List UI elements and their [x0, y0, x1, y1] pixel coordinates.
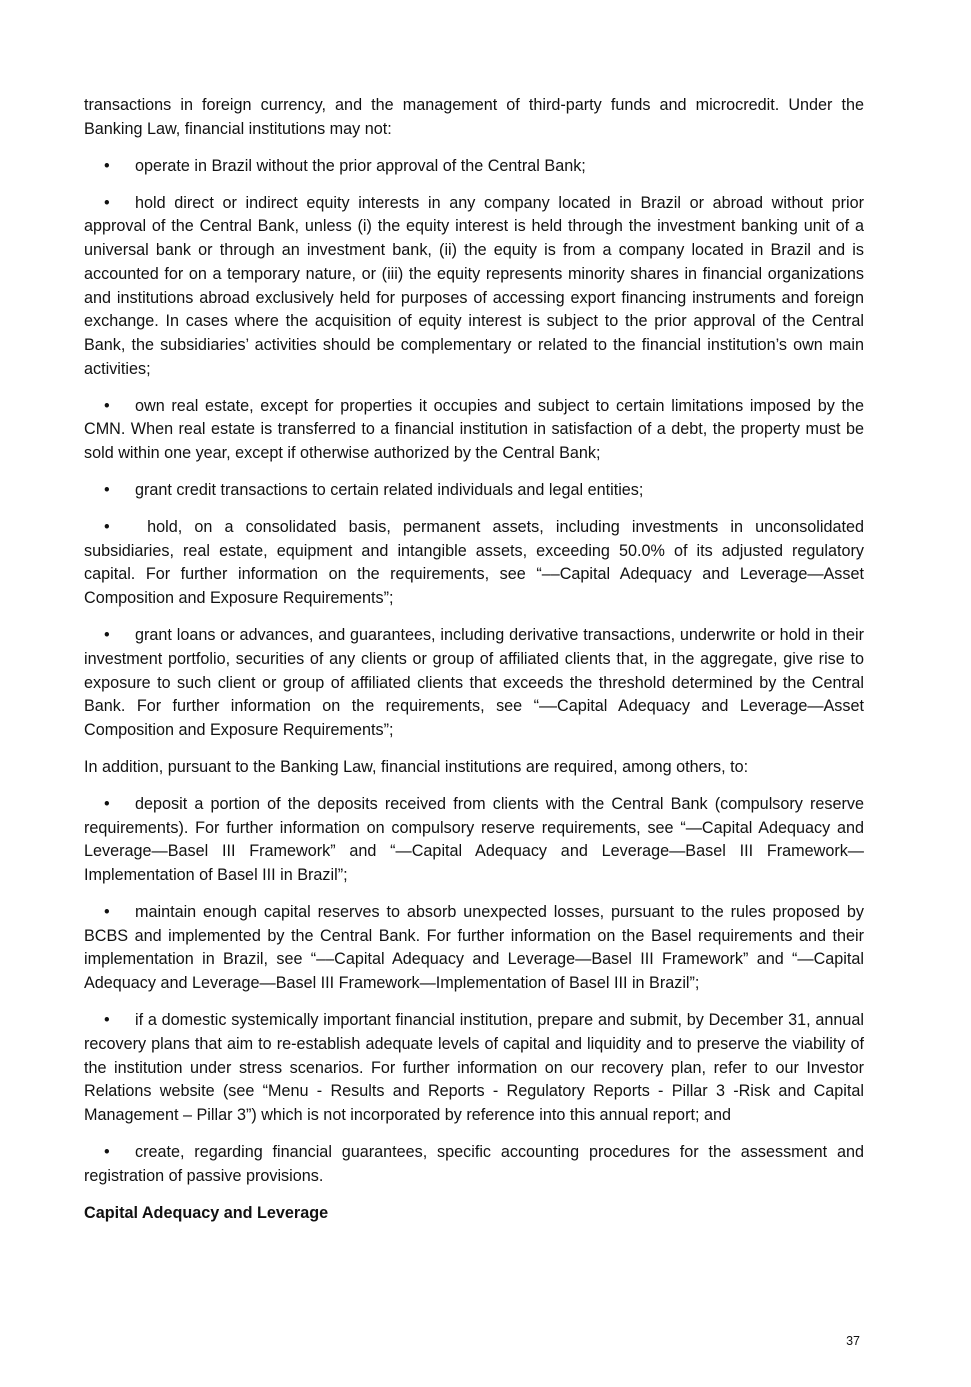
list-item-text: grant credit transactions to certain related individuals and legal entities; — [135, 481, 644, 500]
list-item — [84, 192, 864, 382]
list-item — [84, 901, 864, 996]
list-item — [84, 624, 864, 743]
list-item-text: deposit a portion of the deposits received from clients with the Central Bank (compulsory reserve requirements). For further information on compulsory reserve requirements, see “—Capital Adequacy and Leverage—Basel III Framework” and “—Capital Adequacy and Leverage—Basel III Framework—Implementation of Basel III in Brazil”; — [84, 794, 864, 885]
bullet-icon: • — [104, 518, 110, 537]
addition-paragraph: In addition, pursuant to the Banking Law, financial institutions are required, among others, to: — [84, 757, 749, 776]
bullet-icon: • — [104, 193, 110, 212]
bullet-icon: • — [104, 481, 110, 500]
bullet-icon: • — [104, 396, 110, 415]
list-item-text: hold, on a consolidated basis, permanent assets, including investments in unconsolidated subsidiaries, real estate, equipment and intangible assets, exceeding 50.0% of its adjusted regulatory capital. For further information on the requirements, see “––Capital Adequacy and Leverage—Asset Composition and Exposure Requirements”; — [84, 518, 864, 608]
list-item-text: own real estate, except for properties it occupies and subject to certain limitations imposed by the CMN. When real estate is transferred to a financial institution in satisfaction of a debt, the property must be sold within one year, except if otherwise authorized by the Central Bank; — [84, 396, 864, 463]
list-item-text: if a domestic systemically important financial institution, prepare and submit, by December 31, annual recovery plans that aim to re-establish adequate levels of capital and liquidity and to preserve the viability of the institution under stress scenarios. For further information on our recovery plan, refer to our Investor Relations website (see “Menu - Results and Reports - Regulatory Reports - Pillar 3 -Risk and Capital Management – Pillar 3”) which is not incorporated by reference into this annual report; and — [84, 1011, 864, 1124]
bullet-icon: • — [104, 156, 110, 175]
list-item-text: hold direct or indirect equity interests in any company located in Brazil or abroad without prior approval of the Central Bank, unless (i) the equity interest is held through the investment banking unit of a universal bank or through an investment bank, (ii) the equity is from a company located in Brazil and is accounted for on a temporary nature, or (iii) the equity represents minority shares in financial organizations and institutions abroad exclusively held for purposes of accessing export financing instruments and foreign exchange. In cases where the acquisition of equity interest is subject to the prior approval of the Central Bank, the subsidiaries’ activities should be complementary or related to the financial institution’s own main activities; — [84, 193, 864, 378]
document-body — [84, 94, 864, 1225]
list-item-text: grant loans or advances, and guarantees, including derivative transactions, underwrite or hold in their investment portfolio, securities of any clients or group of affiliated clients that, in the aggregate, give rise to exposure to such client or group of affiliated clients that exceeds the threshold determined by the Central Bank. For further information on the requirements, see “––Capital Adequacy and Leverage—Asset Composition and Exposure Requirements”; — [84, 626, 864, 739]
bullet-icon: • — [104, 1142, 110, 1161]
list-item — [84, 1141, 864, 1188]
page-number: 37 — [846, 1334, 860, 1348]
list-item — [84, 479, 864, 503]
bullet-icon: • — [104, 626, 110, 645]
list-item — [84, 395, 864, 466]
list-item — [84, 1009, 864, 1128]
list-item-text: operate in Brazil without the prior approval of the Central Bank; — [135, 156, 586, 175]
section-heading: Capital Adequacy and Leverage — [84, 1203, 329, 1222]
bullet-icon: • — [104, 794, 110, 813]
list-item-text: create, regarding financial guarantees, specific accounting procedures for the assessment and registration of passive provisions. — [84, 1142, 864, 1185]
list-item-text: maintain enough capital reserves to absorb unexpected losses, pursuant to the rules proposed by BCBS and implemented by the Central Bank. For further information on the Basel requirements and their implementation in Brazil, see “––Capital Adequacy and Leverage—Basel III Framework” and “—Capital Adequacy and Leverage—Basel III Framework—Implementation of Basel III in Brazil”; — [84, 903, 864, 993]
intro-paragraph: transactions in foreign currency, and the management of third-party funds and microcredit. Under the Banking Law, financial institutions may not: — [84, 96, 864, 138]
list-item — [84, 516, 864, 611]
list-item — [84, 793, 864, 888]
bullet-icon: • — [104, 903, 110, 922]
bullet-icon: • — [104, 1011, 110, 1030]
list-item — [84, 155, 864, 179]
